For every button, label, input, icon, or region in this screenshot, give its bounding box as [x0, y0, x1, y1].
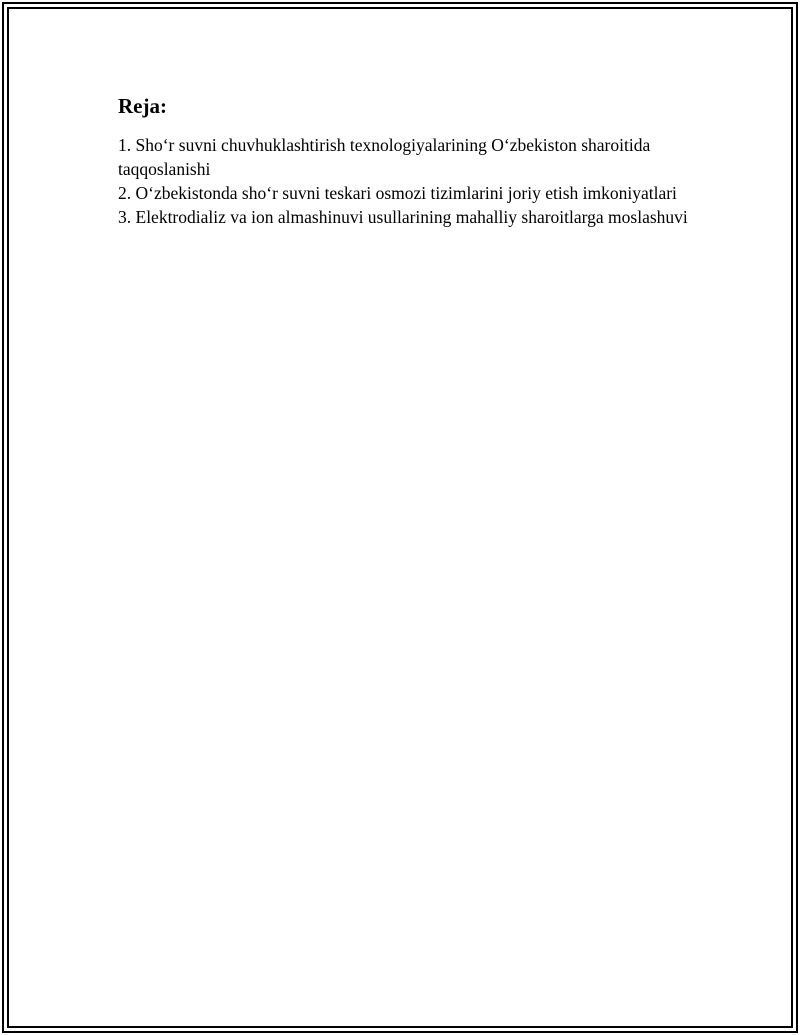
- plan-item-3: 3. Elektrodializ va ion almashinuvi usullarining mahalliy sharoitlarga moslashuvi: [118, 207, 688, 227]
- page-content: [118, 93, 698, 229]
- plan-list: [118, 133, 698, 229]
- plan-item-1: 1. Sho‘r suvni chuvhuklashtirish texnologiyalarining O‘zbekiston sharoitida taqqoslanishi: [118, 135, 651, 179]
- plan-heading: Reja:: [118, 94, 167, 118]
- plan-item-2: 2. O‘zbekistonda sho‘r suvni teskari osmozi tizimlarini joriy etish imkoniyatlari: [118, 183, 677, 203]
